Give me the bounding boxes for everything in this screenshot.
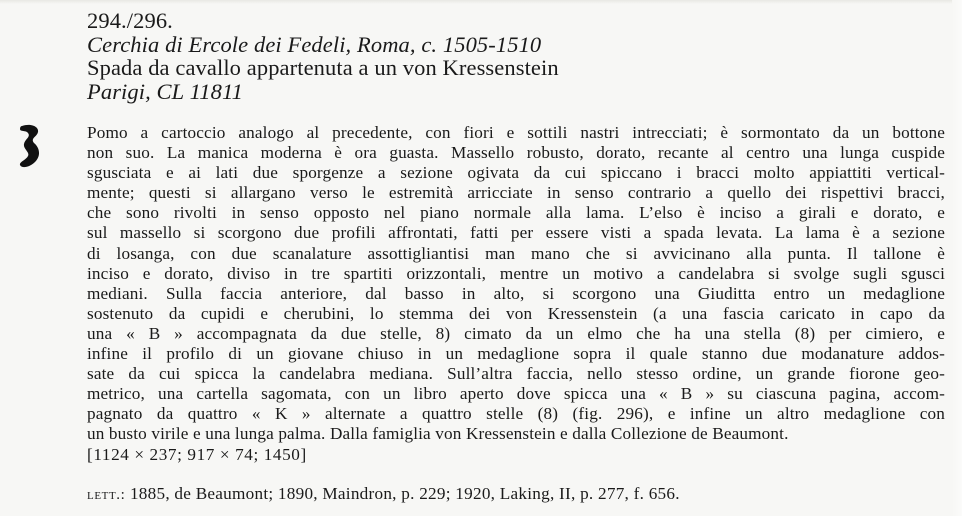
description-line: Pomo a cartoccio analogo al precedente, con fiori e sottili nastri intrecciati; è sormontato da un bottone xyxy=(87,123,945,142)
description-line: inciso e dorato, diviso in tre spartiti orizzontali, mentre un motivo a candelabra si svolge sugli sgusci xyxy=(87,263,945,283)
description-line: metrico, una cartella sagomata, con un libro aperto dove spicca una « B » su ciascuna pagina, accom- xyxy=(87,384,945,404)
dimensions: [1124 × 237; 917 × 74; 1450] xyxy=(87,444,307,464)
references xyxy=(87,484,680,505)
scan-edge xyxy=(0,0,962,4)
description-line: sgusciata e ai lati due sporgenze a sezione ogivata da cui spiccano i bracci molto appiattiti vertical- xyxy=(87,163,945,183)
entry-number: 294./296. xyxy=(87,8,173,33)
entry-location: Parigi, CL 11811 xyxy=(87,78,244,104)
description xyxy=(87,123,945,465)
scan-edge-right xyxy=(952,0,962,516)
description-line: non suo. La manica moderna è ora guasta. Massello robusto, dorato, recante al centro una lunga cuspide xyxy=(87,143,945,163)
description-line: di losanga, con due scanalature assottigliantisi man mano che si avvicinano alla punta. Il tallone è xyxy=(87,243,945,263)
description-line: pagnato da quattro « K » alternate a quattro stelle (8) (fig. 296), e infine un altro medaglione con xyxy=(87,404,945,424)
entry-header xyxy=(87,9,887,103)
description-line: sate da cui spicca la candelabra mediana. Sull’altra faccia, nello stesso ordine, un grande fiorone geo- xyxy=(87,364,945,384)
description-line: infine il profilo di un giovane chiuso in un medaglione sopra il quale stanno due modanature addos- xyxy=(87,344,945,364)
entry-attribution: Cerchia di Ercole dei Fedeli, Roma, c. 1505-1510 xyxy=(87,31,542,57)
description-line: mediani. Sulla faccia anteriore, dal basso in alto, si scorgono una Giuditta entro un medaglione xyxy=(87,283,945,303)
references-text: 1885, de Beaumont; 1890, Maindron, p. 229; 1920, Laking, II, p. 277, f. 656. xyxy=(129,484,680,503)
references-label: lett.: xyxy=(87,487,126,503)
description-line: mente; questi si allargano verso le estremità arricciate in senso contrario a quello dei rispettivi bracci, xyxy=(87,183,945,203)
description-line: un busto virile e una lunga palma. Dalla famiglia von Kressenstein e dalla Collezione de Beaumont. xyxy=(87,424,789,444)
entry-title: Spada da cavallo appartenuta a un von Kressenstein xyxy=(87,55,559,80)
description-line: sul massello si scorgono due profili affrontati, fatti per essere visti a spada levata. La lama è a sezione xyxy=(87,223,945,243)
description-line: sostenuto da cupidi e cherubini, lo stemma dei von Kressenstein (a una fascia caricato in capo da xyxy=(87,303,945,323)
margin-ink-mark xyxy=(14,122,44,172)
description-line: che sono rivolti in senso opposto nel piano normale alla lama. L’elso è inciso a girali e dorato, e xyxy=(87,203,945,223)
description-line: una « B » accompagnata da due stelle, 8) cimato da un elmo che ha una stella (8) per cimiero, e xyxy=(87,323,945,343)
